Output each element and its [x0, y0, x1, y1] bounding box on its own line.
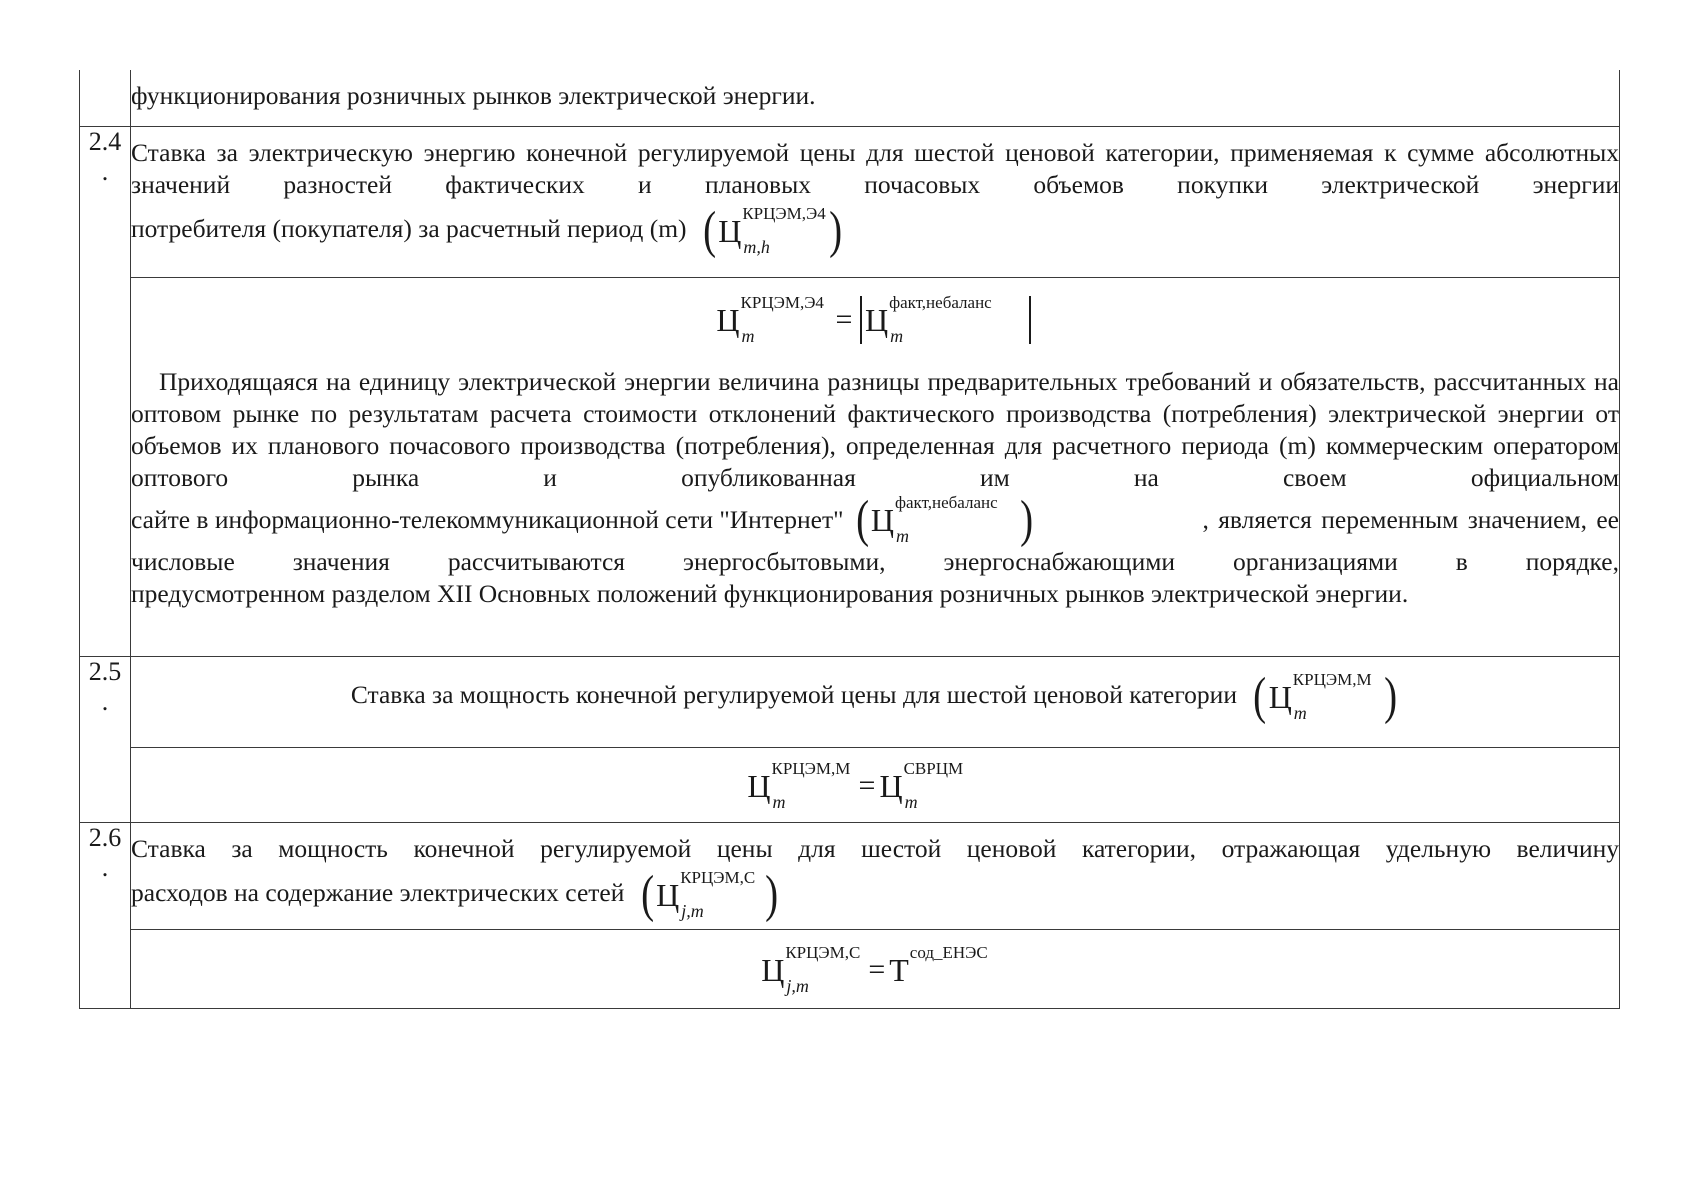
symbol-ц-крцэм-м: ( Ц КРЦЭМ,М m )	[1253, 668, 1397, 725]
symbol-ц-крцэм-с-jm: ( Ц КРЦЭМ,С j,m )	[640, 866, 779, 923]
formula-2-5: Ц КРЦЭМ,М m = Ц СВРЦМ m	[747, 759, 964, 813]
table-row-2-6-formula	[80, 930, 1620, 1009]
symbol-ц-факт-небаланс: ( Ц факт,небаланс m )	[855, 491, 1034, 548]
table-row-2-4-formula	[80, 278, 1620, 657]
continuation-text: функционирования розничных рынков электрической энергии.	[131, 81, 816, 110]
continuation-text-cell	[131, 70, 1620, 127]
formula-2-4	[131, 293, 1619, 366]
row-number-2-5: 2.5 .	[80, 657, 131, 823]
equals-sign: =	[835, 303, 853, 336]
rate-title-2-4: Ставка за электрическую энергию конечной регулируемой цены для шестой ценовой категории, применяемая к сумме абсолютных значений разностей фактических и плановых почасовых объемов покупки электрической энергии потребителя (покупателя) за расчетный период (m) ( Ц КРЦЭМ,Э4 m,h )	[131, 127, 1620, 278]
table-row-2-5-title	[80, 657, 1620, 748]
abs-bar-left	[860, 296, 862, 344]
formula-cell-2-4: Ц КРЦЭМ,Э4 m = Ц факт,небаланс m Приходящаяся на единицу электрической энергии величина разницы предварительных требований и обязательств, рассчитанных на оптовом рынке по результатам расчета стоимости отклонений фактического производства (потребления) электрической энергии от объемов их планового почасового производства (потребления), определенная для расчетного периода (m) коммерческим оператором оптового рынка и опубликованная им на своем официальном сайте в информационно-телекоммуникационной сети "Интернет" ( Ц факт,небаланс m ) , является переменным значением, ее числовые значения рассчитываются энергосбытовыми, энергоснабжающими организациями в порядке, предусмотренном разделом XII Основных положений функционирования розничных рынков электрической энергии.	[131, 278, 1620, 657]
tariff-table	[79, 70, 1620, 1009]
formula-cell-2-6	[131, 930, 1620, 1009]
rate-title-2-5: Ставка за мощность конечной регулируемой цены для шестой ценовой категории ( Ц КРЦЭМ,М m )	[131, 657, 1620, 748]
abs-bar-right	[1029, 296, 1031, 344]
right-paren: )	[829, 202, 843, 259]
table-row-2-6-title	[80, 823, 1620, 930]
formula-2-6: Ц КРЦЭМ,С j,m = Т сод_ЕНЭС	[761, 943, 988, 997]
number-cell-empty	[80, 70, 131, 127]
row-number-2-6: 2.6 .	[80, 823, 131, 1009]
formula-2-4-lhs: Ц КРЦЭМ,Э4 m	[716, 293, 824, 346]
symbol-ц-крцэм-э4-mh: ( Ц КРЦЭМ,Э4 m,h )	[703, 202, 843, 259]
description-2-4: Приходящаяся на единицу электрической энергии величина разницы предварительных требований и обязательств, рассчитанных на оптовом рынке по результатам расчета стоимости отклонений фактического производства (потребления) электрической энергии от объемов их планового почасового производства (потребления), определенная для расчетного периода (m) коммерческим оператором оптового рынка и опубликованная им на своем официальном	[131, 367, 1619, 492]
row-number-2-4: 2.4 .	[80, 127, 131, 657]
formula-2-4-rhs: Ц факт,небаланс m	[864, 293, 992, 346]
table-row-2-5-formula	[80, 748, 1620, 823]
table-row-continuation	[80, 70, 1620, 127]
table-row-2-4-title	[80, 127, 1620, 278]
rate-title-2-4-last-line: потребителя (покупателя) за расчетный период (m) ( Ц КРЦЭМ,Э4 m,h )	[131, 205, 1619, 257]
rate-title-2-6: Ставка за мощность конечной регулируемой цены для шестой ценовой категории, отражающая удельную величину расходов на содержание электрических сетей ( Ц КРЦЭМ,С j,m )	[131, 823, 1620, 930]
description-2-4-symbol-line: сайте в информационно-телекоммуникационной сети "Интернет" ( Ц факт,небаланс m ) , является переменным значением, ее	[131, 491, 1619, 548]
formula-cell-2-5	[131, 748, 1620, 823]
left-paren: (	[703, 202, 717, 259]
